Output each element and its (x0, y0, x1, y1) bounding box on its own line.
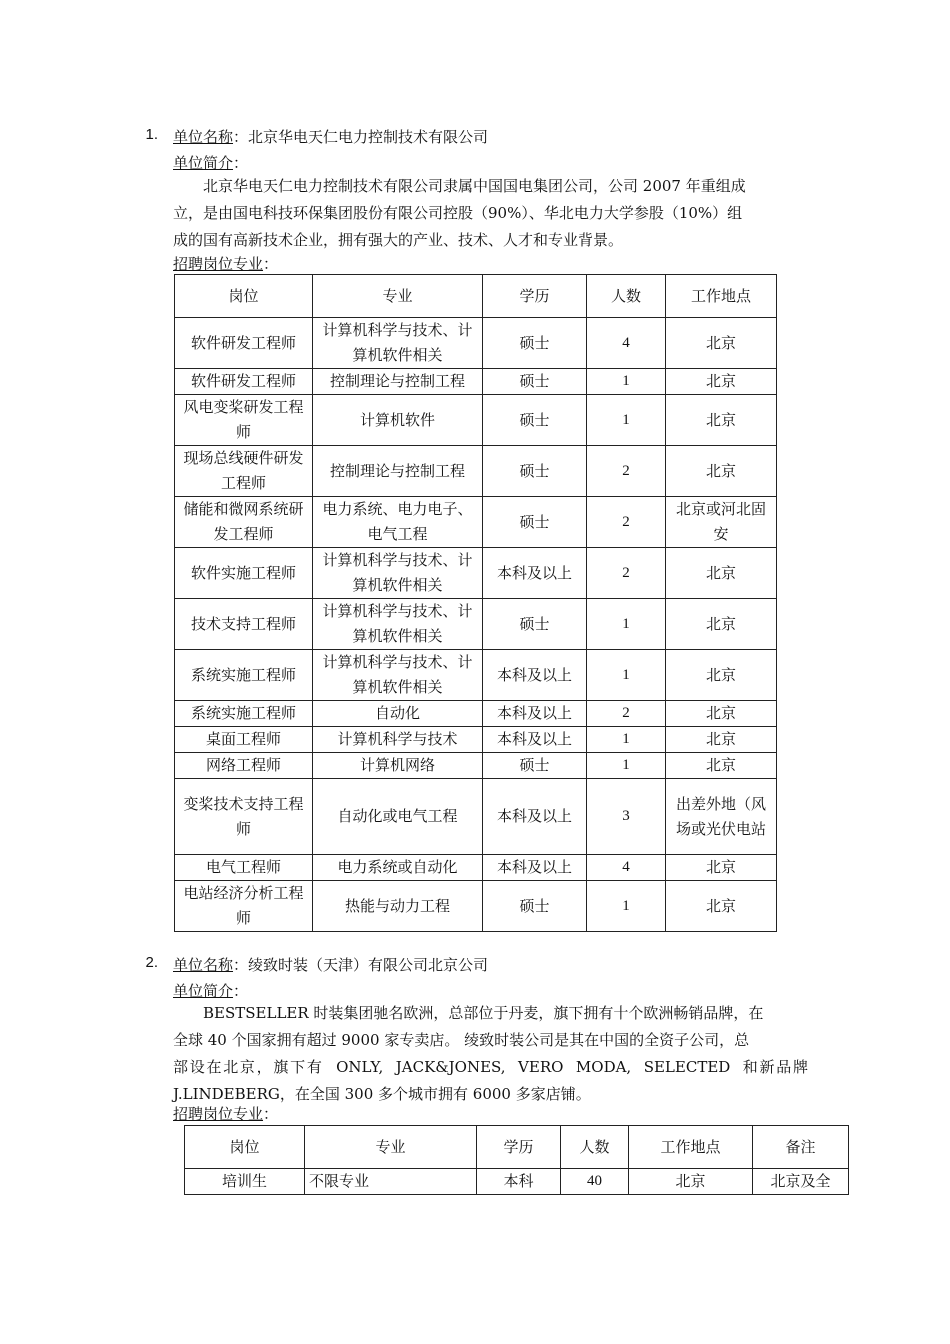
cell-count: 2 (587, 497, 666, 548)
cell-location: 北京 (666, 446, 777, 497)
table-row (175, 497, 777, 548)
cell-degree: 硕士 (483, 497, 587, 548)
cell-position: 软件实施工程师 (175, 548, 313, 599)
company-name-value: 绫致时装（天津）有限公司北京公司 (248, 956, 489, 974)
colon: ： (233, 154, 249, 172)
header-count: 人数 (587, 275, 666, 318)
header-location: 工作地点 (629, 1126, 753, 1169)
table-row (175, 369, 777, 395)
cell-position: 电气工程师 (175, 855, 313, 881)
intro-line: 成的国有高新技术企业，拥有强大的产业、技术、人才和专业背景。 (173, 231, 624, 249)
cell-location: 北京 (666, 548, 777, 599)
intro-line: 北京华电天仁电力控制技术有限公司隶属中国国电集团公司，公司 2007 年重组成 (203, 177, 746, 195)
intro-label-line (173, 152, 248, 174)
cell-location: 北京 (666, 599, 777, 650)
colon: ： (233, 956, 249, 974)
cell-location: 北京 (666, 881, 777, 932)
table-row (175, 599, 777, 650)
cell-degree: 硕士 (483, 318, 587, 369)
header-location: 工作地点 (666, 275, 777, 318)
company-name-line (173, 126, 488, 148)
cell-position: 变桨技术支持工程师 (175, 779, 313, 855)
colon: ： (263, 1105, 279, 1123)
cell-location: 北京或河北固安 (666, 497, 777, 548)
cell-major: 计算机软件 (313, 395, 483, 446)
intro-line: J.LINDEBERG，在全国 300 多个城市拥有 6000 多家店铺。 (173, 1085, 591, 1103)
cell-count: 1 (587, 881, 666, 932)
header-degree: 学历 (477, 1126, 561, 1169)
cell-position: 技术支持工程师 (175, 599, 313, 650)
cell-location: 北京 (666, 395, 777, 446)
cell-location: 北京 (666, 369, 777, 395)
cell-count: 2 (587, 548, 666, 599)
cell-major: 计算机科学与技术、计算机软件相关 (313, 318, 483, 369)
cell-position: 软件研发工程师 (175, 318, 313, 369)
cell-position: 现场总线硬件研发工程师 (175, 446, 313, 497)
cell-major: 计算机科学与技术、计算机软件相关 (313, 548, 483, 599)
cell-degree: 硕士 (483, 599, 587, 650)
company-name-label: 单位名称 (173, 128, 234, 146)
cell-degree: 本科及以上 (483, 701, 587, 727)
cell-count: 4 (587, 318, 666, 369)
table-header-row (185, 1126, 849, 1169)
cell-major: 计算机网络 (313, 753, 483, 779)
header-note: 备注 (753, 1126, 849, 1169)
cell-major: 计算机科学与技术 (313, 727, 483, 753)
cell-location: 出差外地（风场或光伏电站 (666, 779, 777, 855)
section-number: 2. (145, 954, 158, 971)
cell-count: 1 (587, 369, 666, 395)
cell-count: 2 (587, 701, 666, 727)
table-row (175, 548, 777, 599)
cell-major: 自动化或电气工程 (313, 779, 483, 855)
cell-location: 北京 (629, 1169, 753, 1195)
colon: ： (263, 255, 279, 273)
cell-degree: 硕士 (483, 753, 587, 779)
cell-position: 系统实施工程师 (175, 701, 313, 727)
table-row (175, 779, 777, 855)
section-number: 1. (145, 126, 158, 143)
table-row (175, 446, 777, 497)
cell-count: 1 (587, 753, 666, 779)
colon: ： (233, 982, 249, 1000)
jobs-label-line (173, 1103, 278, 1125)
cell-major: 不限专业 (305, 1169, 477, 1195)
cell-count: 40 (561, 1169, 629, 1195)
cell-major: 控制理论与控制工程 (313, 446, 483, 497)
header-major: 专业 (305, 1126, 477, 1169)
cell-degree: 本科及以上 (483, 727, 587, 753)
intro-label: 单位简介 (173, 154, 234, 172)
intro-line: BESTSELLER 时装集团驰名欧洲，总部位于丹麦，旗下拥有十个欧洲畅销品牌，在 (203, 1004, 764, 1022)
table-row (175, 881, 777, 932)
table-row (175, 395, 777, 446)
cell-major: 电力系统或自动化 (313, 855, 483, 881)
cell-count: 1 (587, 650, 666, 701)
job-table-2 (184, 1125, 849, 1195)
cell-count: 4 (587, 855, 666, 881)
header-major: 专业 (313, 275, 483, 318)
header-degree: 学历 (483, 275, 587, 318)
intro-line: 部设在北京，旗下有 ONLY, JACK&JONES, VERO MODA, SELECTED 和新品牌 (173, 1058, 808, 1076)
intro-label-line (173, 980, 248, 1002)
table-row (185, 1169, 849, 1195)
company-name-value: 北京华电天仁电力控制技术有限公司 (248, 128, 489, 146)
table-row (175, 650, 777, 701)
cell-degree: 硕士 (483, 446, 587, 497)
cell-count: 3 (587, 779, 666, 855)
cell-location: 北京 (666, 701, 777, 727)
header-count: 人数 (561, 1126, 629, 1169)
cell-degree: 本科及以上 (483, 855, 587, 881)
cell-degree: 硕士 (483, 369, 587, 395)
table-row (175, 855, 777, 881)
cell-degree: 本科及以上 (483, 548, 587, 599)
table-header-row (175, 275, 777, 318)
cell-position: 风电变桨研发工程师 (175, 395, 313, 446)
cell-location: 北京 (666, 318, 777, 369)
cell-position: 软件研发工程师 (175, 369, 313, 395)
cell-position: 电站经济分析工程师 (175, 881, 313, 932)
cell-count: 1 (587, 395, 666, 446)
company-name-line (173, 954, 488, 976)
jobs-label: 招聘岗位专业 (173, 1105, 264, 1123)
header-position: 岗位 (175, 275, 313, 318)
cell-degree: 本科 (477, 1169, 561, 1195)
cell-count: 1 (587, 727, 666, 753)
intro-line: 立，是由国电科技环保集团股份有限公司控股（90%）、华北电力大学参股（10%）组 (173, 204, 743, 222)
cell-major: 计算机科学与技术、计算机软件相关 (313, 650, 483, 701)
cell-location: 北京 (666, 855, 777, 881)
cell-major: 控制理论与控制工程 (313, 369, 483, 395)
table-row (175, 318, 777, 369)
company-name-label: 单位名称 (173, 956, 234, 974)
cell-degree: 硕士 (483, 395, 587, 446)
company-intro (173, 1000, 808, 1108)
table-row (175, 727, 777, 753)
table-row (175, 701, 777, 727)
cell-degree: 本科及以上 (483, 650, 587, 701)
cell-count: 1 (587, 599, 666, 650)
cell-location: 北京 (666, 650, 777, 701)
job-table-1 (174, 274, 777, 932)
intro-label: 单位简介 (173, 982, 234, 1000)
table-row (175, 753, 777, 779)
cell-position: 储能和微网系统研发工程师 (175, 497, 313, 548)
cell-major: 计算机科学与技术、计算机软件相关 (313, 599, 483, 650)
cell-position: 系统实施工程师 (175, 650, 313, 701)
cell-note: 北京及全 (753, 1169, 849, 1195)
cell-major: 热能与动力工程 (313, 881, 483, 932)
company-intro (173, 173, 808, 254)
cell-major: 电力系统、电力电子、电气工程 (313, 497, 483, 548)
cell-position: 网络工程师 (175, 753, 313, 779)
cell-position: 桌面工程师 (175, 727, 313, 753)
cell-position: 培训生 (185, 1169, 305, 1195)
cell-major: 自动化 (313, 701, 483, 727)
cell-location: 北京 (666, 753, 777, 779)
jobs-label: 招聘岗位专业 (173, 255, 264, 273)
cell-degree: 硕士 (483, 881, 587, 932)
cell-count: 2 (587, 446, 666, 497)
intro-line: 全球 40 个国家拥有超过 9000 家专卖店。 绫致时装公司是其在中国的全资子公司，总 (173, 1031, 750, 1049)
cell-degree: 本科及以上 (483, 779, 587, 855)
header-position: 岗位 (185, 1126, 305, 1169)
cell-location: 北京 (666, 727, 777, 753)
jobs-label-line (173, 253, 278, 275)
colon: ： (233, 128, 249, 146)
